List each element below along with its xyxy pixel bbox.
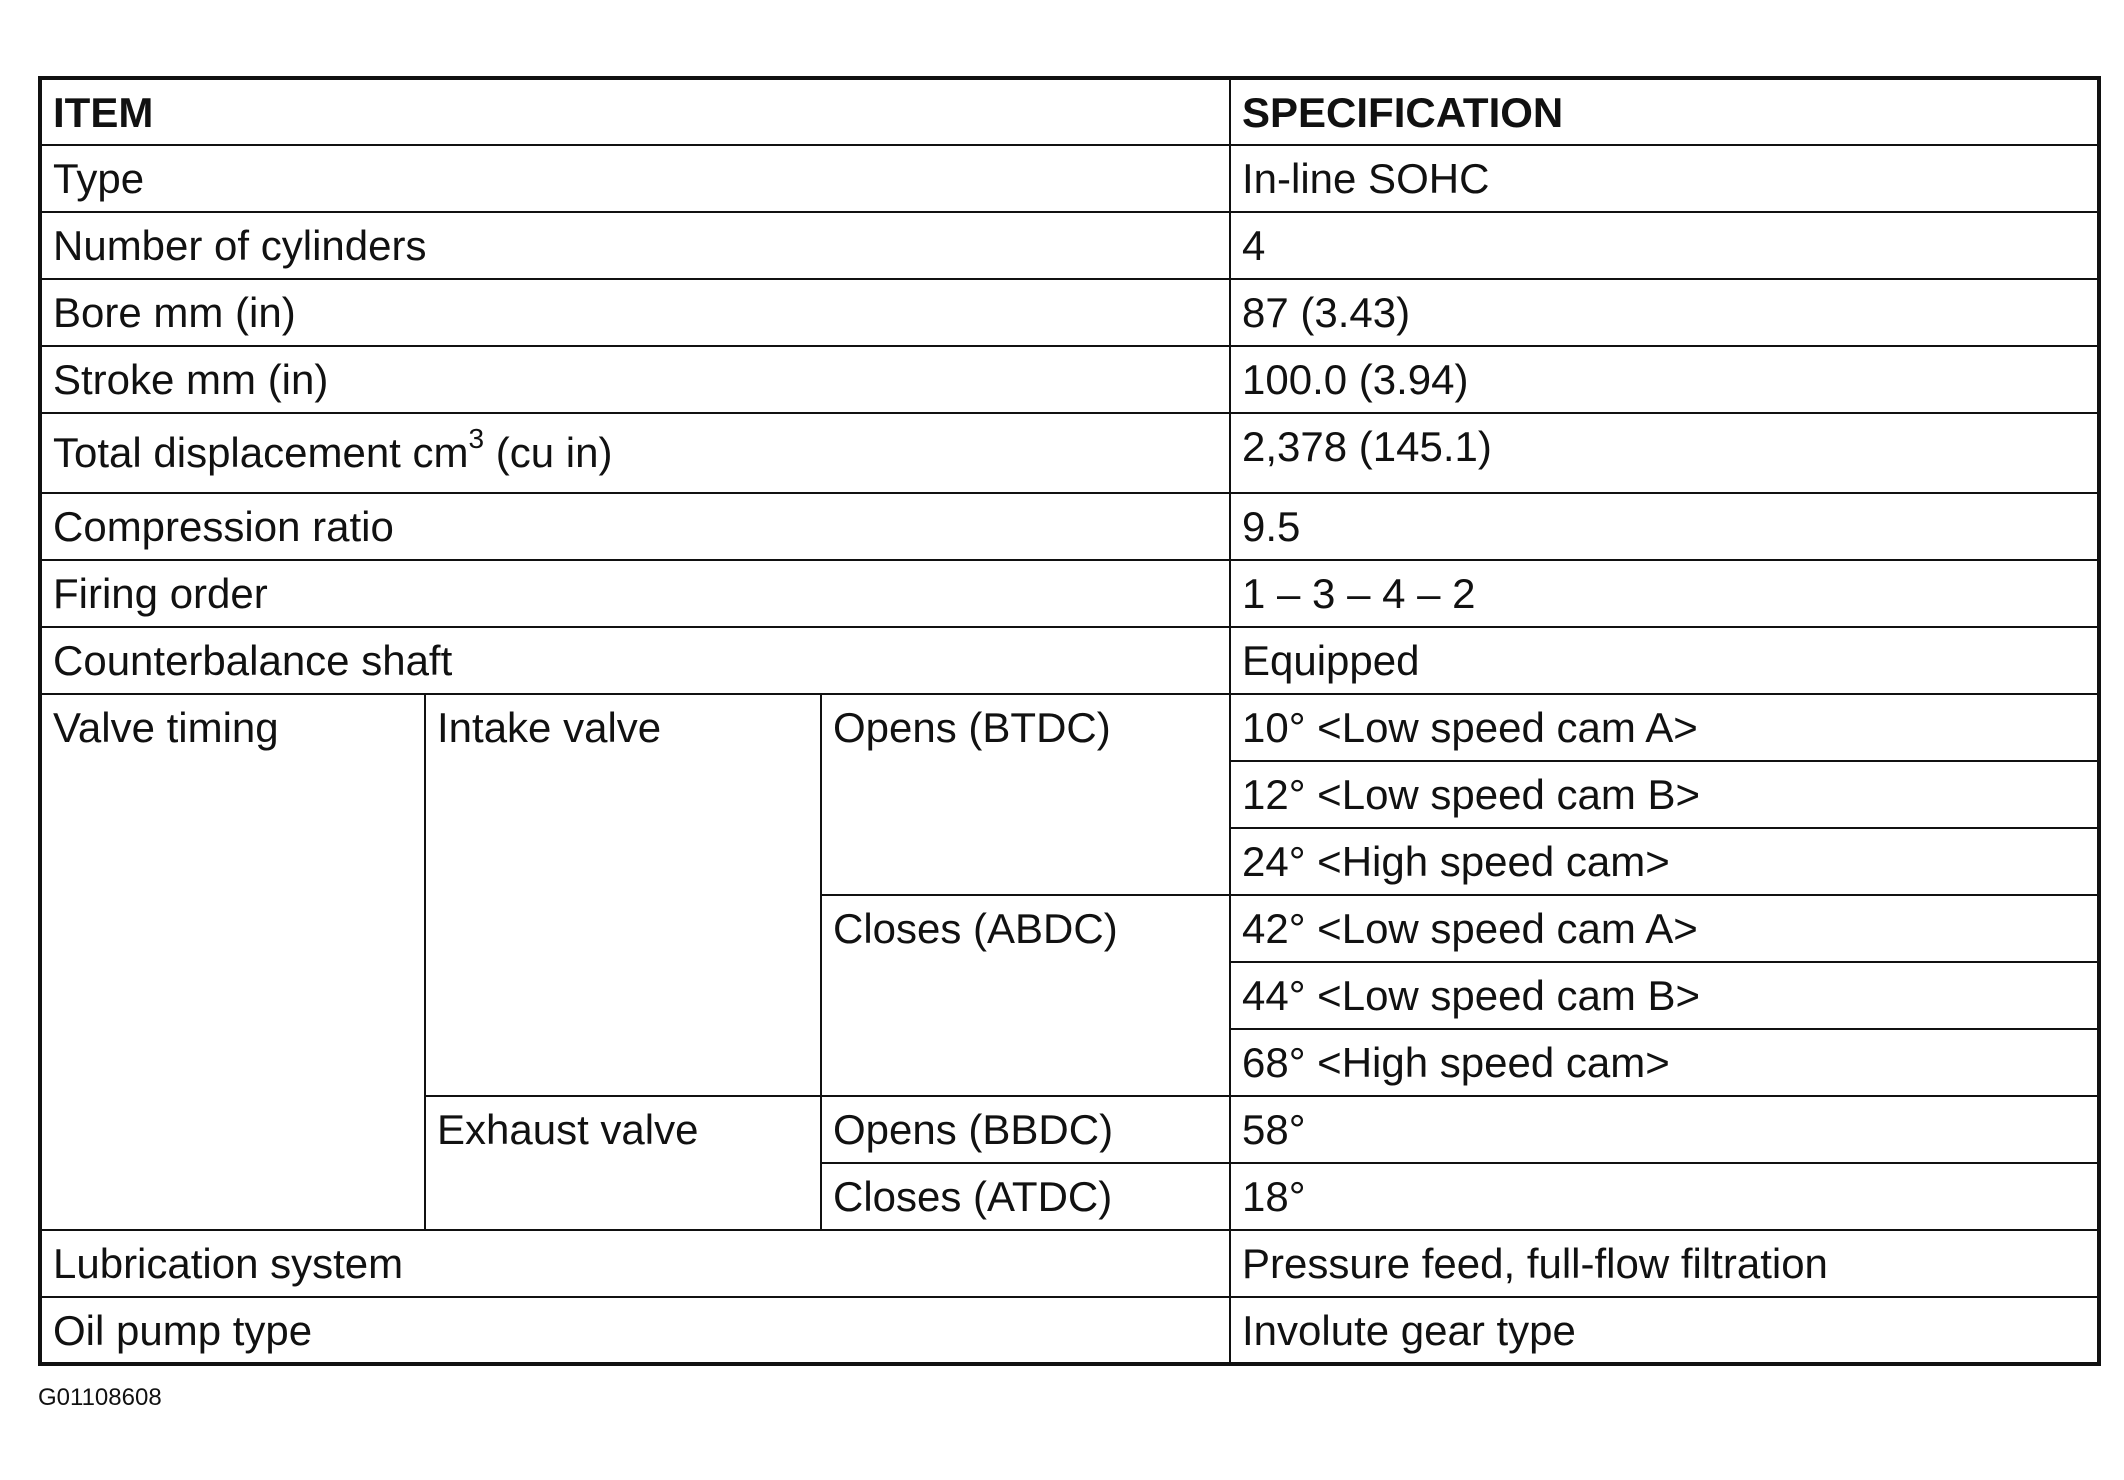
row-label-firing-order: Firing order — [40, 560, 1230, 627]
intake-opens-value: 24° <High speed cam> — [1230, 828, 2099, 895]
table-row — [40, 145, 2099, 212]
row-value-type: In-line SOHC — [1230, 145, 2099, 212]
row-label-bore: Bore mm (in) — [40, 279, 1230, 346]
row-label-oil-pump: Oil pump type — [40, 1297, 1230, 1364]
table-row — [40, 1297, 2099, 1364]
exhaust-opens-label: Opens (BBDC) — [821, 1096, 1230, 1163]
row-label-stroke: Stroke mm (in) — [40, 346, 1230, 413]
table-row — [40, 560, 2099, 627]
row-value-compression: 9.5 — [1230, 493, 2099, 560]
row-label-lubrication: Lubrication system — [40, 1230, 1230, 1297]
table-row — [40, 694, 2099, 761]
table-row — [40, 346, 2099, 413]
exhaust-closes-value: 18° — [1230, 1163, 2099, 1230]
intake-valve-label: Intake valve — [425, 694, 821, 1096]
intake-closes-value: 44° <Low speed cam B> — [1230, 962, 2099, 1029]
header-specification: SPECIFICATION — [1230, 78, 2099, 145]
row-value-displacement: 2,378 (145.1) — [1230, 413, 2099, 493]
header-item: ITEM — [40, 78, 1230, 145]
table-row — [40, 493, 2099, 560]
valve-timing-label: Valve timing — [40, 694, 425, 1230]
row-value-oil-pump: Involute gear type — [1230, 1297, 2099, 1364]
table-row — [40, 279, 2099, 346]
row-label-compression: Compression ratio — [40, 493, 1230, 560]
row-label-cylinders: Number of cylinders — [40, 212, 1230, 279]
row-label-displacement: Total displacement $cm^3$ (cu in) — [40, 413, 1230, 493]
row-value-counterbalance: Equipped — [1230, 627, 2099, 694]
engine-specification-table — [38, 76, 2101, 1366]
intake-opens-value: 10° <Low speed cam A> — [1230, 694, 2099, 761]
intake-opens-value: 12° <Low speed cam B> — [1230, 761, 2099, 828]
row-value-bore: 87 (3.43) — [1230, 279, 2099, 346]
table-row — [40, 1230, 2099, 1297]
row-label-type: Type — [40, 145, 1230, 212]
row-value-cylinders: 4 — [1230, 212, 2099, 279]
exhaust-closes-label: Closes (ATDC) — [821, 1163, 1230, 1230]
superscript-3: 3 — [468, 423, 485, 454]
table-header-row — [40, 78, 2099, 145]
row-label-counterbalance: Counterbalance shaft — [40, 627, 1230, 694]
table-row — [40, 413, 2099, 493]
exhaust-opens-value: 58° — [1230, 1096, 2099, 1163]
intake-closes-value: 42° <Low speed cam A> — [1230, 895, 2099, 962]
figure-id: G01108608 — [38, 1384, 162, 1411]
intake-closes-label: Closes (ABDC) — [821, 895, 1230, 1096]
row-value-firing-order: 1 – 3 – 4 – 2 — [1230, 560, 2099, 627]
intake-opens-label: Opens (BTDC) — [821, 694, 1230, 895]
table-row — [40, 212, 2099, 279]
table-row — [40, 627, 2099, 694]
intake-closes-value: 68° <High speed cam> — [1230, 1029, 2099, 1096]
row-value-stroke: 100.0 (3.94) — [1230, 346, 2099, 413]
row-value-lubrication: Pressure feed, full-flow filtration — [1230, 1230, 2099, 1297]
exhaust-valve-label: Exhaust valve — [425, 1096, 821, 1230]
